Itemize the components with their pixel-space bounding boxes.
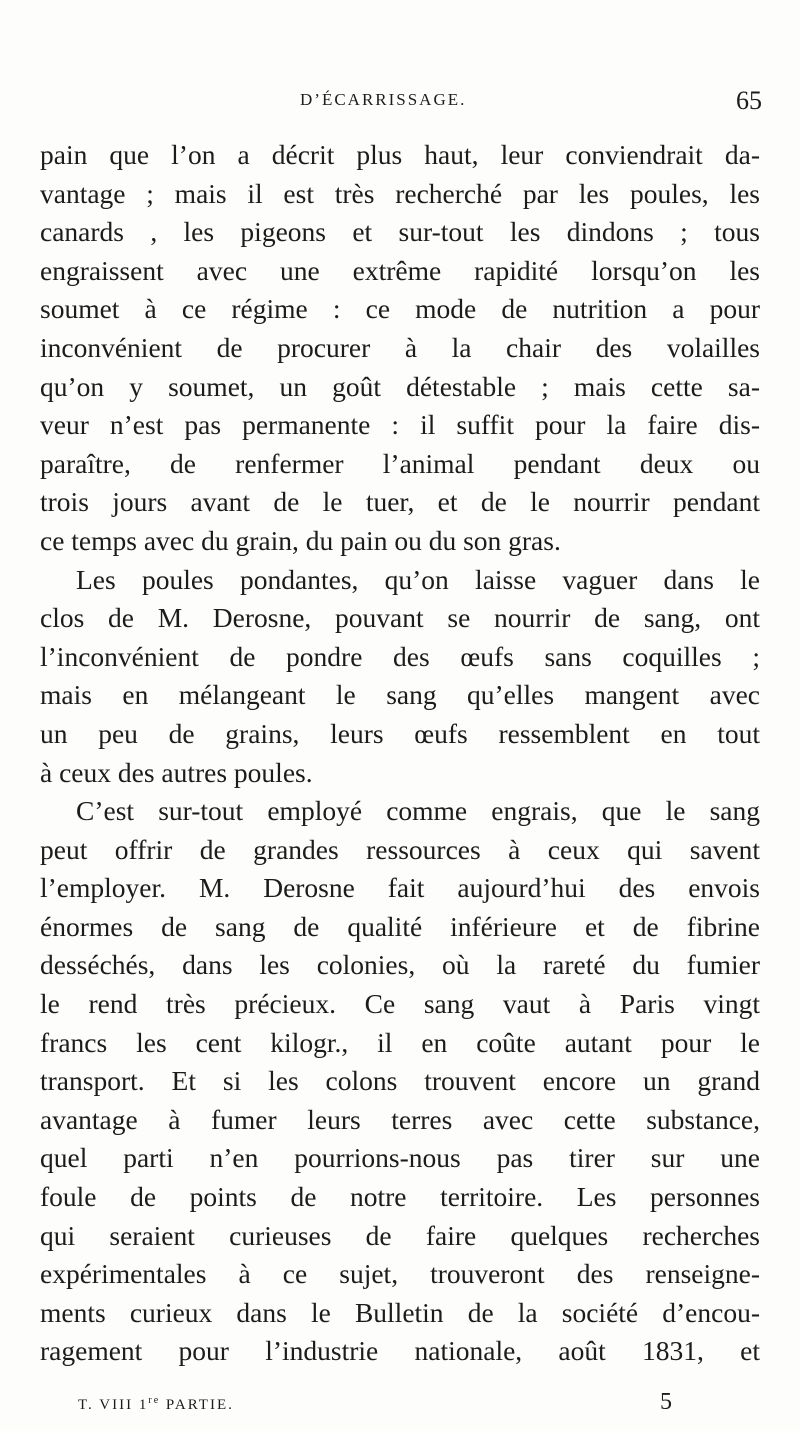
paragraph-1: [40, 136, 760, 561]
page-number: 65: [736, 86, 762, 115]
paragraph-2: [40, 561, 760, 793]
body-text: [40, 136, 760, 1371]
signature-suffix: PARTIE.: [160, 1397, 234, 1413]
page-footer: [78, 1389, 678, 1423]
text-line: ragement pour l’industrie nationale, août 1831, et: [40, 1335, 760, 1367]
text-line: à ceux des autres poules.: [40, 756, 313, 788]
signature-superscript: re: [148, 1395, 161, 1406]
text-line: avantage à fumer leurs terres avec cette substance,: [40, 1103, 760, 1135]
text-line: pain que l’on a décrit plus haut, leur conviendrait da-: [40, 139, 760, 170]
text-line: ments curieux dans le Bulletin de la société d’encou-: [40, 1296, 760, 1328]
text-line: ce temps avec du grain, du pain ou du son gras.: [40, 524, 561, 556]
text-line: quel parti n’en pourrions-nous pas tirer sur une: [40, 1142, 760, 1174]
text-line: desséchés, dans les colonies, où la rareté du fumier: [40, 949, 760, 981]
text-line: inconvénient de procurer à la chair des volailles: [40, 331, 760, 363]
signature-mark: [78, 1395, 234, 1414]
running-head: [40, 88, 762, 118]
text-line: canards , les pigeons et sur-tout les dindons ; tous: [40, 216, 760, 248]
text-line: expérimentales à ce sujet, trouveront des renseigne-: [40, 1258, 760, 1290]
text-line: veur n’est pas permanente : il suffit pour la faire dis-: [40, 409, 760, 441]
text-line: trois jours avant de le tuer, et de le nourrir pendant: [40, 486, 760, 518]
paragraph-3: [40, 792, 760, 1371]
sheet-number: 5: [660, 1389, 672, 1415]
text-line: foule de points de notre territoire. Les personnes: [40, 1181, 760, 1213]
text-line: Les poules pondantes, qu’on laisse vaguer dans le: [76, 563, 760, 595]
text-line: transport. Et si les colons trouvent encore un grand: [40, 1065, 760, 1097]
text-line: un peu de grains, leurs œufs ressemblent en tout: [40, 717, 760, 749]
text-line: énormes de sang de qualité inférieure et de fibrine: [40, 910, 760, 942]
text-line: engraissent avec une extrême rapidité lorsqu’on les: [40, 254, 760, 286]
text-line: paraître, de renfermer l’animal pendant deux ou: [40, 447, 760, 479]
text-line: peut offrir de grandes ressources à ceux qui savent: [40, 833, 760, 865]
text-line: mais en mélangeant le sang qu’elles mangent avec: [40, 679, 760, 711]
signature-prefix: T. VIII 1: [78, 1397, 149, 1413]
text-line: le rend très précieux. Ce sang vaut à Paris vingt: [40, 988, 760, 1020]
text-line: qu’on y soumet, un goût détestable ; mais cette sa-: [40, 370, 760, 402]
text-line: C’est sur-tout employé comme engrais, que le sang: [76, 795, 760, 827]
text-line: francs les cent kilogr., il en coûte autant pour le: [40, 1026, 760, 1058]
text-line: l’employer. M. Derosne fait aujourd’hui des envois: [40, 872, 760, 904]
text-line: l’inconvénient de pondre des œufs sans coquilles ;: [40, 640, 760, 672]
text-line: clos de M. Derosne, pouvant se nourrir de sang, ont: [40, 602, 760, 634]
text-line: soumet à ce régime : ce mode de nutrition a pour: [40, 293, 760, 325]
text-line: qui seraient curieuses de faire quelques recherches: [40, 1219, 760, 1251]
text-line: vantage ; mais il est très recherché par les poules, les: [40, 177, 760, 209]
running-title: D’ÉCARRISSAGE.: [300, 90, 467, 109]
